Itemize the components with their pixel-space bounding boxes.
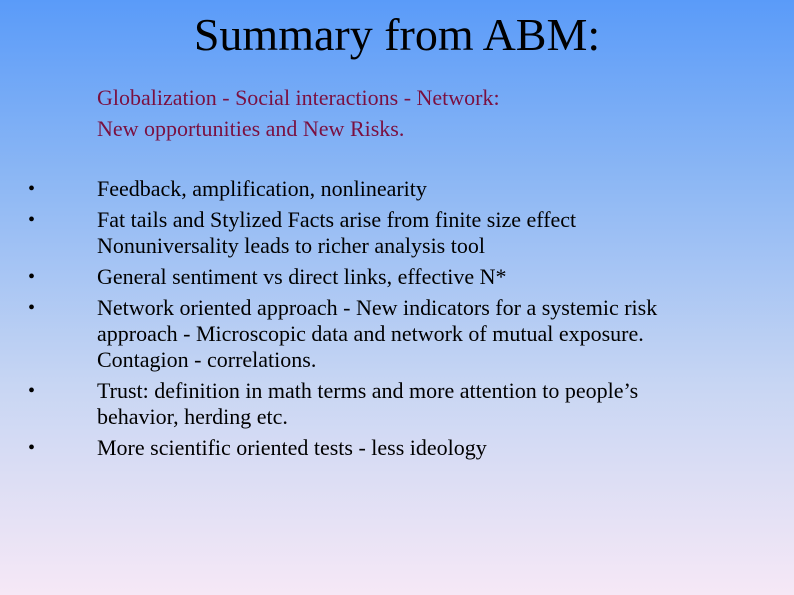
bullet-dot-icon: • [28,266,36,288]
bullet-text: Network oriented approach - New indicators for a systemic risk [97,295,658,320]
bullet-item [0,378,794,430]
bullet-dot-icon: • [28,380,36,402]
bullet-dot-icon: • [28,437,36,459]
bullet-text: More scientific oriented tests - less ideology [97,435,487,460]
bullet-dot-icon: • [28,209,36,231]
bullet-text: Feedback, amplification, nonlinearity [97,176,427,201]
bullet-item [0,295,794,373]
bullet-text: General sentiment vs direct links, effective N* [97,264,507,289]
subtitle-line: Globalization - Social interactions - Network: [97,85,500,110]
bullet-item [0,264,794,290]
bullet-text: Nonuniversality leads to richer analysis tool [97,233,485,258]
bullet-text: Contagion - correlations. [97,347,317,372]
bullet-text: approach - Microscopic data and network of mutual exposure. [97,321,644,346]
bullet-item [0,435,794,461]
subtitle-line: New opportunities and New Risks. [97,116,405,141]
bullet-dot-icon: • [28,178,36,200]
bullet-item [0,176,794,202]
bullet-list [0,176,794,466]
slide-title: Summary from ABM: [193,9,601,60]
bullet-dot-icon: • [28,297,36,319]
bullet-text: behavior, herding etc. [97,404,288,429]
bullet-item [0,207,794,259]
bullet-text: Fat tails and Stylized Facts arise from finite size effect [97,207,577,232]
slide-subtitle [97,82,500,144]
bullet-text: Trust: definition in math terms and more attention to people’s [97,378,639,403]
